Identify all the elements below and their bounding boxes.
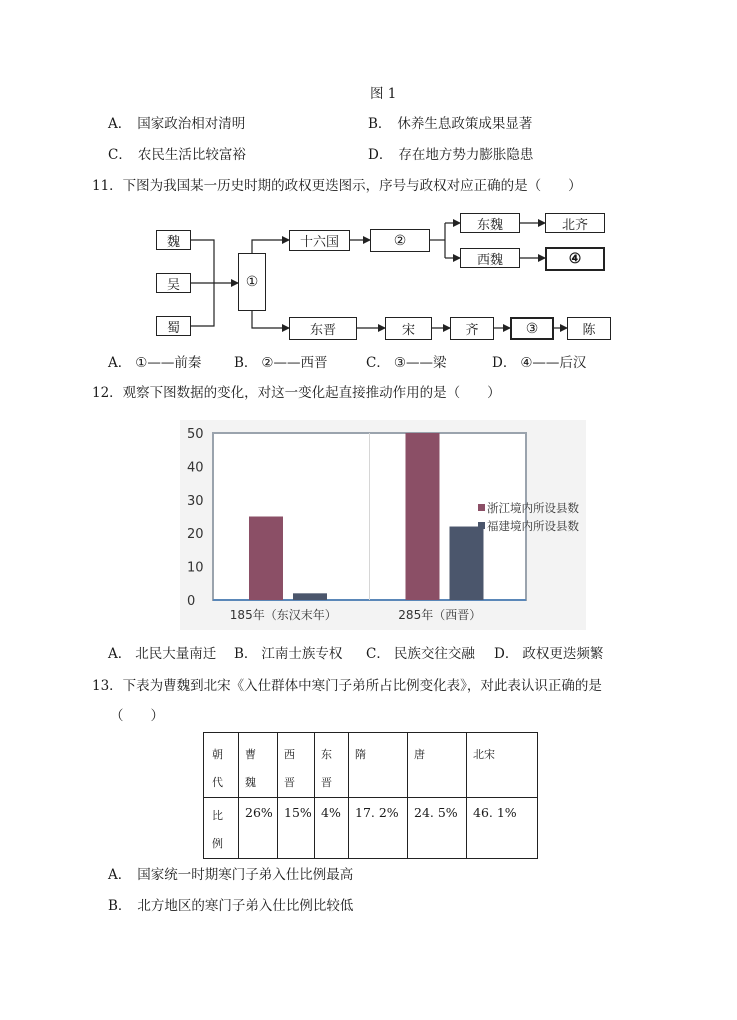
dynasty-char: 魏 — [245, 776, 256, 789]
table-row — [204, 733, 538, 798]
option-text: 北方地区的寒门子弟入仕比例比较低 — [137, 898, 354, 914]
header-char: 代 — [212, 776, 223, 789]
dynasty-char: 北宋 — [473, 748, 495, 761]
q11-option-b[interactable] — [234, 354, 328, 372]
box-beiqi: 北齐 — [545, 213, 605, 233]
option-text: 民族交往交融 — [393, 646, 475, 662]
box-dongwei: 东魏 — [460, 213, 520, 233]
dynasty-char: 唐 — [414, 748, 425, 761]
ratio-value: 26% — [245, 805, 273, 820]
option-text: 国家政治相对清明 — [137, 116, 246, 132]
dynasty-char: 曹 — [245, 748, 256, 761]
dynasty-char: 晋 — [284, 776, 295, 789]
box-wei: 魏 — [156, 230, 191, 250]
option-label: D． — [492, 355, 517, 371]
box-n3: ③ — [510, 317, 554, 340]
q11-stem: 11．下图为我国某一历史时期的政权更迭图示，序号与政权对应正确的是（ ） — [92, 178, 582, 194]
q11-option-d[interactable] — [492, 354, 586, 372]
option-label: D． — [368, 147, 393, 163]
y-tick-label: 10 — [187, 560, 204, 576]
q12-stem: 12．观察下图数据的变化，对这一变化起直接推动作用的是（ ） — [92, 385, 501, 401]
box-n4: ④ — [545, 247, 605, 271]
option-label: A． — [108, 355, 132, 371]
y-tick-label: 40 — [187, 460, 204, 476]
bar — [293, 593, 327, 600]
box-xiwei: 西魏 — [460, 248, 520, 268]
header-char: 朝 — [212, 748, 223, 761]
option-text: ②——西晋 — [261, 355, 328, 371]
table-cell-dynasty — [315, 733, 349, 798]
row-label-char: 例 — [212, 837, 223, 850]
q13-answer-paren: （ ） — [110, 708, 164, 724]
option-text: 农民生活比较富裕 — [137, 147, 246, 163]
table-cell-dynasty — [349, 733, 408, 798]
table-cell-dynasty — [467, 733, 538, 798]
table-cell-ratio — [467, 798, 538, 859]
table-header-label — [204, 733, 239, 798]
option-text: ③——梁 — [393, 355, 447, 371]
row-label-char: 比 — [212, 809, 223, 822]
table-cell-dynasty — [408, 733, 467, 798]
box-dongjin: 东晋 — [289, 317, 357, 340]
legend-swatch — [478, 504, 485, 511]
bar — [405, 433, 439, 600]
box-shu: 蜀 — [156, 316, 191, 336]
option-label: B． — [368, 116, 392, 132]
table-cell-dynasty — [239, 733, 278, 798]
option-label: C． — [366, 646, 390, 662]
dynasty-char: 东 — [321, 748, 332, 761]
box-qi: 齐 — [450, 317, 494, 340]
figure-caption: 图 1 — [370, 86, 397, 102]
y-tick-label: 0 — [187, 594, 196, 609]
option-text: 江南士族专权 — [261, 646, 343, 662]
q12-option-c[interactable] — [366, 645, 475, 663]
box-n1: ① — [238, 253, 266, 311]
chart-svg — [180, 420, 586, 630]
dynasty-char: 晋 — [321, 776, 332, 789]
option-text: 北民大量南迁 — [135, 646, 217, 662]
table-row — [204, 798, 538, 859]
table-cell-ratio — [408, 798, 467, 859]
box-chen: 陈 — [567, 317, 611, 340]
option-label: A． — [108, 116, 132, 132]
table-cell-ratio — [315, 798, 349, 859]
q11-option-a[interactable] — [108, 354, 201, 372]
ratio-value: 17. 2% — [355, 805, 399, 820]
q12-option-d[interactable] — [494, 645, 603, 663]
q12-option-a[interactable] — [108, 645, 216, 663]
county-count-chart — [180, 420, 586, 630]
table-cell-ratio — [278, 798, 315, 859]
table-cell-dynasty — [278, 733, 315, 798]
bar — [249, 517, 283, 601]
box-sixteen-kingdoms: 十六国 — [289, 230, 350, 251]
option-label: A． — [108, 867, 132, 883]
option-label: B． — [108, 898, 132, 914]
legend-label: 福建境内所设县数 — [487, 519, 579, 533]
option-label: D． — [494, 646, 519, 662]
table-row-label — [204, 798, 239, 859]
q12-option-b[interactable] — [234, 645, 342, 663]
x-tick-label: 285年（西晋） — [398, 608, 482, 622]
y-tick-label: 30 — [187, 493, 204, 509]
box-song: 宋 — [385, 317, 432, 340]
option-text: 休养生息政策成果显著 — [397, 116, 533, 132]
option-text: 存在地方势力膨胀隐患 — [398, 147, 534, 163]
box-wu: 吴 — [156, 273, 191, 293]
table-cell-ratio — [239, 798, 278, 859]
ratio-table — [203, 732, 538, 859]
option-text: 国家统一时期寒门子弟入仕比例最高 — [137, 867, 354, 883]
x-tick-label: 185年（东汉末年） — [229, 608, 337, 622]
dynasty-char: 西 — [284, 748, 295, 761]
q13-option-b[interactable] — [108, 897, 353, 915]
legend-label: 浙江境内所设县数 — [487, 501, 579, 515]
option-label: B． — [234, 646, 258, 662]
option-label: A． — [108, 646, 132, 662]
dynasty-char: 隋 — [355, 748, 366, 761]
ratio-value: 46. 1% — [473, 805, 517, 820]
bar — [449, 527, 483, 600]
y-tick-label: 50 — [187, 427, 204, 442]
q11-option-c[interactable] — [366, 354, 446, 372]
ratio-value: 15% — [284, 805, 312, 820]
ratio-value: 4% — [321, 805, 341, 820]
option-text: ①——前秦 — [135, 355, 202, 371]
ratio-value: 24. 5% — [414, 805, 458, 820]
option-text: ④——后汉 — [520, 355, 587, 371]
option-label: C． — [366, 355, 390, 371]
option-label: C． — [108, 147, 132, 163]
table-cell-ratio — [349, 798, 408, 859]
box-n2: ② — [370, 229, 430, 252]
option-label: B． — [234, 355, 258, 371]
legend-swatch — [478, 522, 485, 529]
q13-stem: 13．下表为曹魏到北宋《入仕群体中寒门子弟所占比例变化表》，对此表认识正确的是 — [92, 678, 602, 694]
y-tick-label: 20 — [187, 527, 204, 543]
q13-option-a[interactable] — [108, 866, 353, 884]
option-text: 政权更迭频繁 — [522, 646, 604, 662]
